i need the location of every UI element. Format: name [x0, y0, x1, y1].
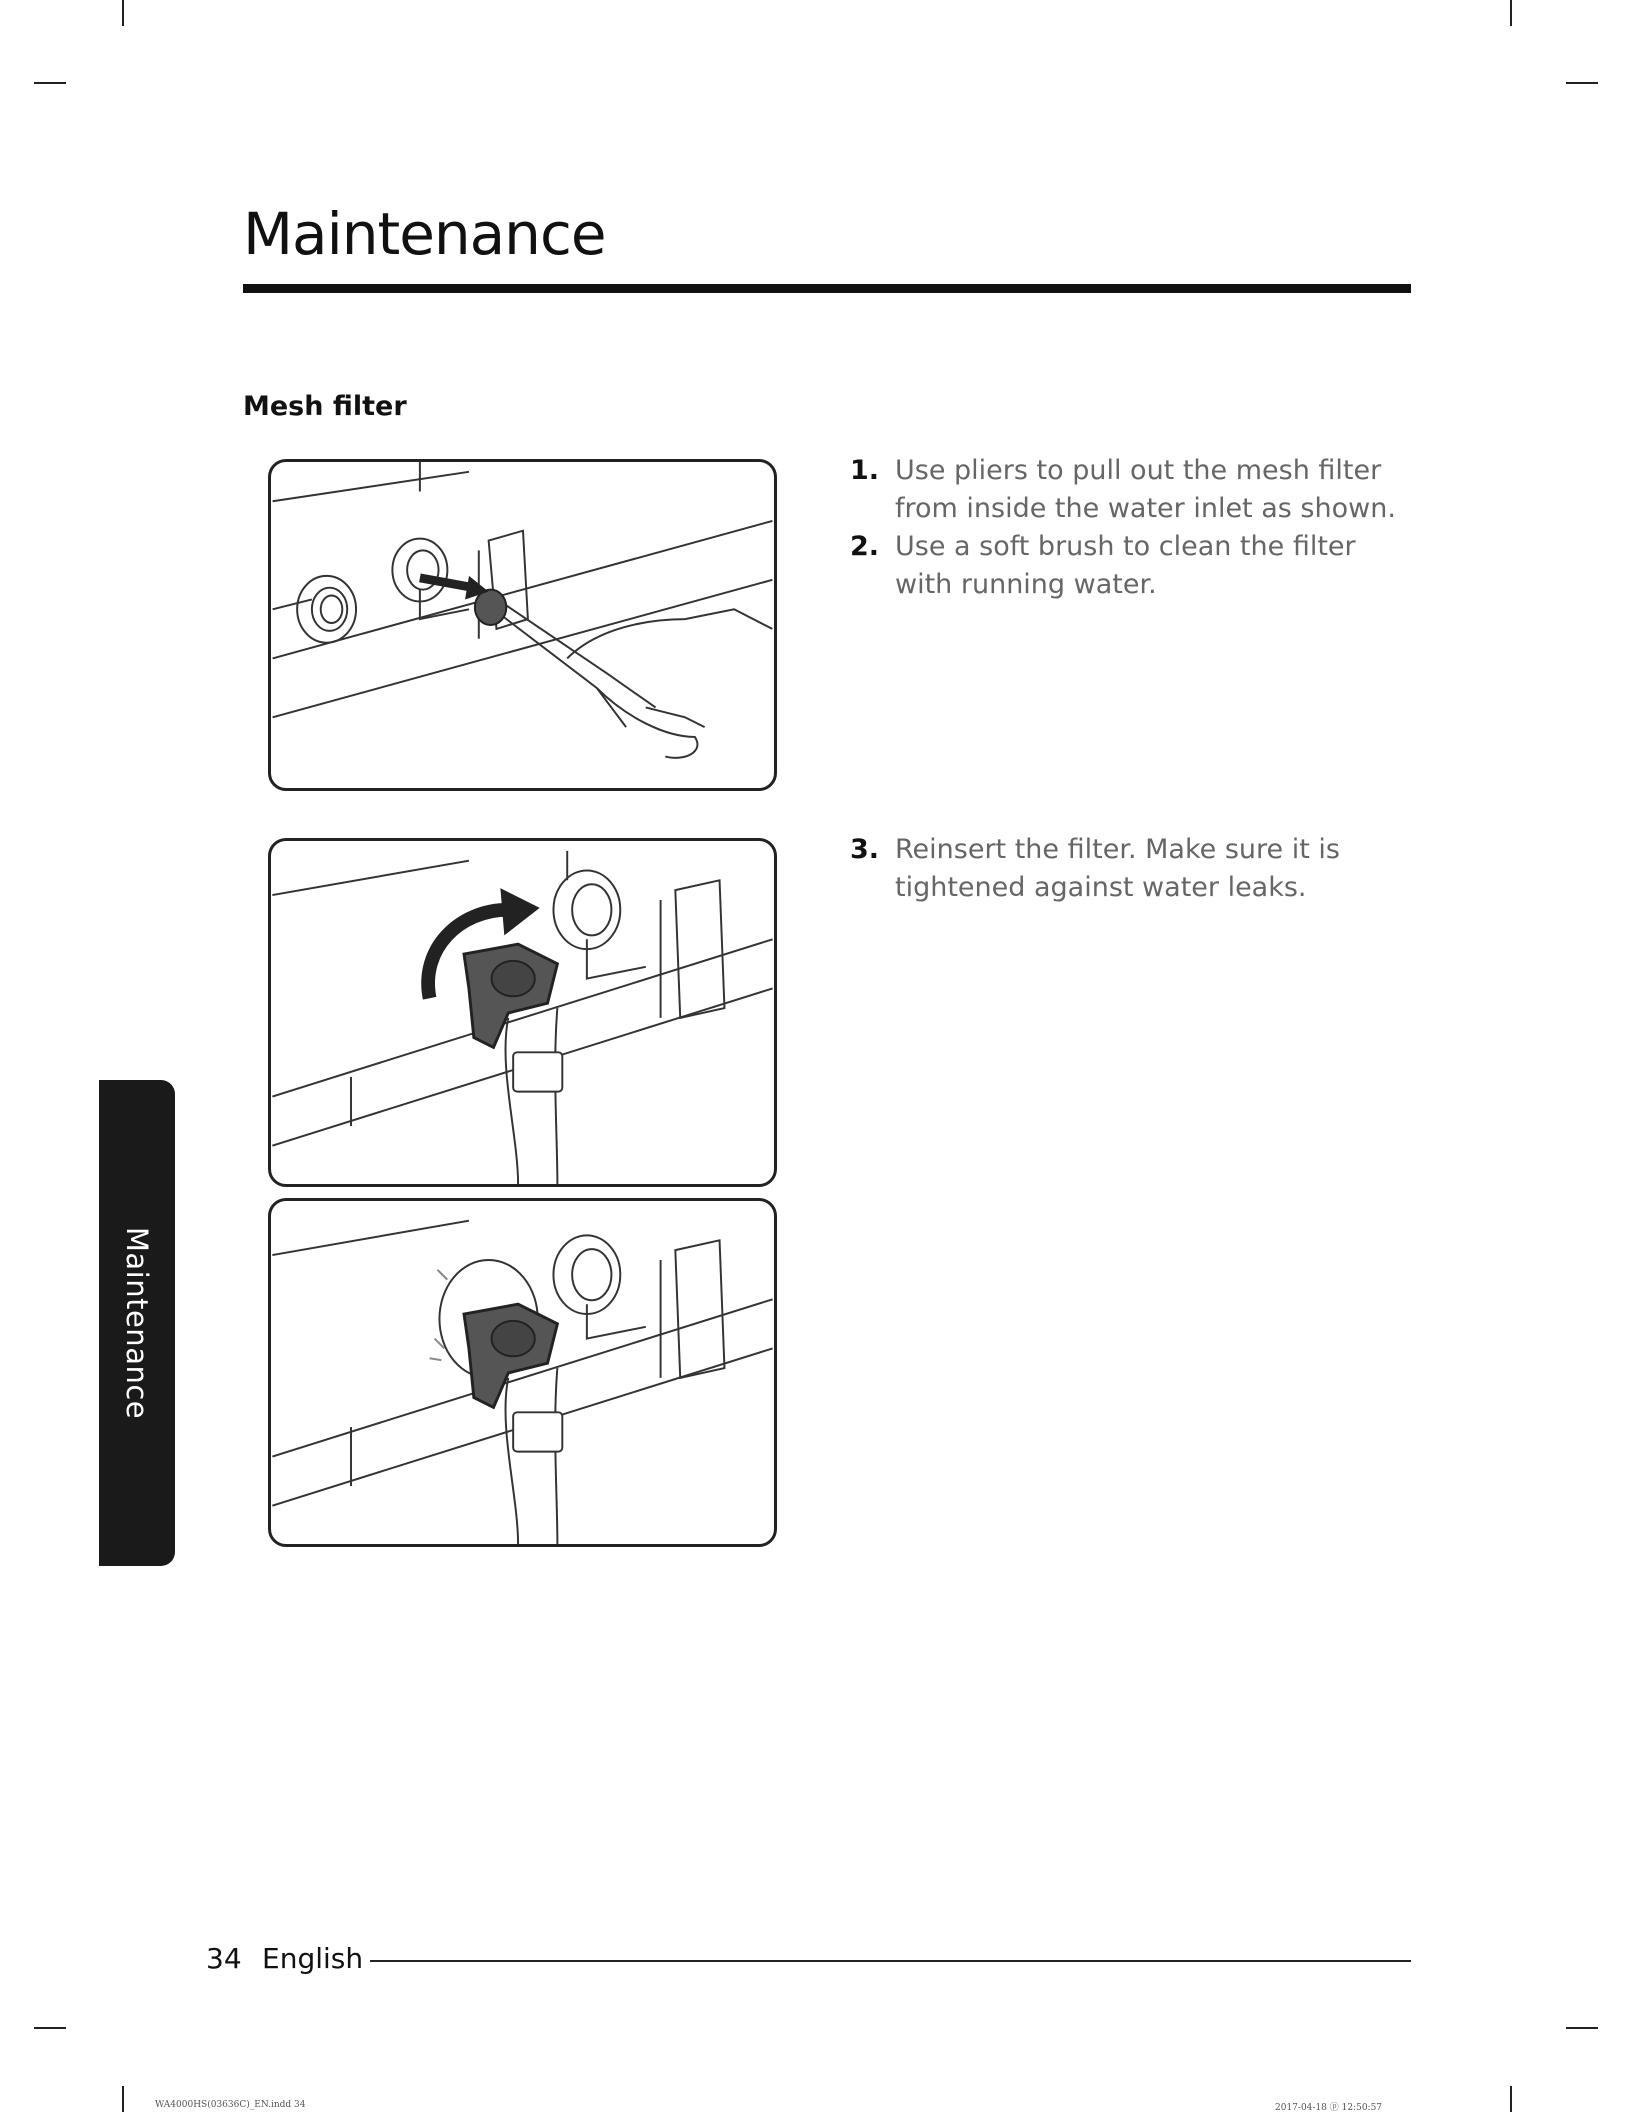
crop-mark	[1510, 2086, 1512, 2112]
footer-rule	[370, 1960, 1411, 1962]
side-tab-label: Maintenance	[120, 1226, 154, 1420]
crop-mark	[1566, 2027, 1598, 2029]
step-text: Use a soft brush to clean the filter with running water.	[895, 531, 1356, 600]
crop-mark	[122, 0, 124, 26]
title-rule	[243, 284, 1411, 293]
step-number: 2.	[850, 531, 880, 562]
footer-language: English	[262, 1942, 364, 1975]
step-number: 1.	[850, 455, 880, 486]
figure-hose-attached	[268, 1198, 777, 1547]
reattaching-hose-illustration	[271, 841, 774, 1184]
page-title: Maintenance	[243, 200, 606, 268]
crop-mark	[1510, 0, 1512, 26]
crop-mark	[34, 2027, 66, 2029]
steps-list-b	[850, 831, 1350, 907]
step-item	[850, 528, 1410, 604]
step-item	[850, 452, 1410, 528]
steps-list-a	[850, 452, 1410, 604]
figure-pliers	[268, 459, 777, 791]
step-text: Reinsert the filter. Make sure it is tightened against water leaks.	[895, 834, 1340, 903]
crop-mark	[122, 2086, 124, 2112]
print-slug-left: WA4000HS(03636C)_EN.indd 34	[155, 2100, 306, 2110]
crop-mark	[34, 82, 66, 84]
print-slug-right: 2017-04-18 ⓟ 12:50:57	[1275, 2103, 1383, 2113]
step-item	[850, 831, 1350, 907]
crop-mark	[1566, 82, 1598, 84]
figure-reattach-hose	[268, 838, 777, 1187]
step-number: 3.	[850, 834, 880, 865]
section-heading: Mesh filter	[243, 391, 407, 422]
hose-attached-illustration	[271, 1201, 774, 1544]
pliers-removing-filter-illustration	[271, 462, 774, 788]
page-number: 34	[206, 1942, 242, 1975]
step-text: Use pliers to pull out the mesh filter from inside the water inlet as shown.	[895, 455, 1396, 524]
